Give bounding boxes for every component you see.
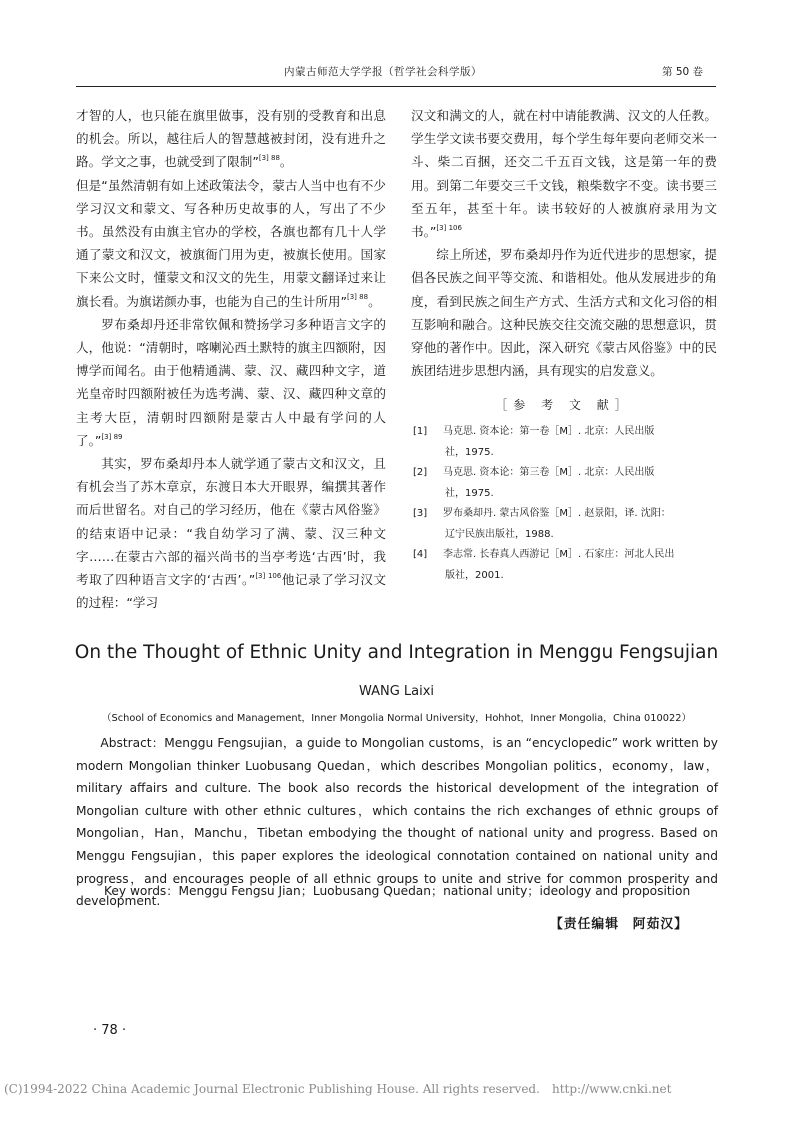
reference-number: [2] — [413, 467, 428, 479]
reference-item: [4] 李志常. 长春真人西游记［M］. 石家庄：河北人民出 版社，2001. — [411, 545, 717, 586]
left-column — [76, 104, 386, 614]
reference-number: [4] — [413, 549, 428, 561]
right-paragraph-1: 汉文和满文的人，就在村中请能教满、汉文的人任教。学生学文读书要交费用，每个学生每年要向老师交米一斗、柴二百捆，还交二千五百文钱，这是第一年的费用。到第二年要交三千文钱，粮柴数字不变。读书要三至五年，甚至十年。读书较好的人被旗府录用为文书。”$^{[3] 106}$ — [411, 108, 717, 240]
reference-item: [1] 马克思. 资本论：第一卷［M］. 北京：人民出版 社，1975. — [411, 422, 717, 463]
reference-item: [2] 马克思. 资本论：第三卷［M］. 北京：人民出版 社，1975. — [411, 463, 717, 504]
header-rule — [76, 86, 716, 87]
page-number: · 78 · — [93, 1023, 127, 1038]
reference-number: [1] — [413, 426, 428, 438]
left-paragraph-3: 罗布桑却丹还非常钦佩和赞扬学习多种语言文字的人，他说：“清朝时，喀喇沁西土默特的旗主四额附，因博学而闻名。由于他精通满、蒙、汉、藏四种文字，道光皇帝时四额附被任为选考满、蒙、汉、藏四种文章的主考大臣，清朝时四额附是蒙古人中最有学问的人了。”$^{[3] 89}$ — [76, 316, 386, 448]
footer-url: http://www.cnki.net — [552, 1082, 672, 1096]
english-author: WANG Laixi — [358, 684, 435, 699]
english-keywords: Key words：Menggu Fengsu Jian；Luobusang Quedan；national unity；ideology and proposition — [104, 884, 691, 898]
reference-number: [3] — [413, 508, 428, 520]
citation: [3] 106 — [255, 571, 282, 580]
copyright-text: (C)1994-2022 China Academic Journal Electronic Publishing House. All rights reserved. — [4, 1082, 540, 1096]
left-paragraph-4: 其实，罗布桑却丹本人就学通了蒙古文和汉文，且有机会当了苏木章京，东渡日本大开眼界，编撰其著作而后世留名。对自己的学习经历，他在《蒙古风俗鉴》的结束语中记录：“我自幼学习了满、蒙、汉三种文字……在蒙古六部的福兴尚书的当亭考选‘古西’时，我考取了四种语言文字的‘古西’。”$^{[3] 106}$他记录了学习汉文的过程：“学习 — [76, 456, 387, 611]
responsible-editor: 【责任编辑 阿茹汉】 — [550, 917, 688, 932]
journal-title: 内蒙古师范大学学报（哲学社会科学版） — [284, 66, 482, 78]
english-affiliation: （School of Economics and Management，Inner Mongolia Normal University，Hohhot，Inner Mongolia，China 010022） — [101, 713, 692, 724]
english-title: On the Thought of Ethnic Unity and Integration in Menggu Fengsujian — [74, 642, 719, 663]
english-abstract: Abstract：Menggu Fengsujian，a guide to Mongolian customs，is an “encyclopedic” work written by modern Mongolian thinker Luobusang Quedan，which describes Mongolian politics，economy，law，military affairs and culture. The book also records the historical development of the integration of Mongolian culture with other ethnic cultures，which contains the rich exchanges of ethnic groups of Mongolian，Han，Manchu，Tibetan embodying the thought of national unity and progress. Based on Menggu Fengsujian，this paper explores the ideological connotation contained on national unity and progress，and encourages people of all ethnic groups to unite and strive for common prosperity and development. — [76, 736, 718, 909]
right-column — [411, 104, 717, 586]
citation: [3] 106 — [436, 223, 462, 232]
volume-label: 第 50 卷 — [662, 66, 704, 78]
citation: [3] 88 — [347, 293, 369, 302]
reference-item: [3] 罗布桑却丹. 蒙古风俗鉴［M］. 赵景阳，译. 沈阳： 辽宁民族出版社，1988. — [411, 504, 717, 545]
left-paragraph-1: 才智的人，也只能在旗里做事，没有别的受教育和出息的机会。所以，越往后人的智慧越被封闭，没有进升之路。学文之事，也就受到了限制”$^{[3] 88}$。 — [76, 108, 386, 170]
running-header — [0, 62, 793, 82]
right-paragraph-2: 综上所述，罗布桑却丹作为近代进步的思想家，提倡各民族之间平等交流、和谐相处。他从发展进步的角度，看到民族之间生产方式、生活方式和文化习俗的相互影响和融合。这种民族交往交流交融的思想意识，贯穿他的著作中。因此，深入研究《蒙古风俗鉴》中的民族团结进步思想内涵，具有现实的启发意义。 — [411, 247, 717, 379]
citation: [3] 88 — [258, 154, 280, 163]
left-paragraph-2: 但是“虽然清朝有如上述政策法令，蒙古人当中也有不少学习汉文和蒙文、写各种历史故事的人，写出了不少书。虽然没有由旗主官办的学校，各旗也都有几十人学通了蒙文和汉文，被旗衙门用为吏，被旗长使用。国家下来公文时，懂蒙文和汉文的先生，用蒙文翻译过来让旗长看。为旗诺颜办事，也能为自己的生计所用”$^{[3] 88}$。 — [76, 177, 386, 309]
citation: [3] 89 — [101, 432, 123, 441]
references-heading: ［参 考 文 献］ — [495, 398, 633, 413]
